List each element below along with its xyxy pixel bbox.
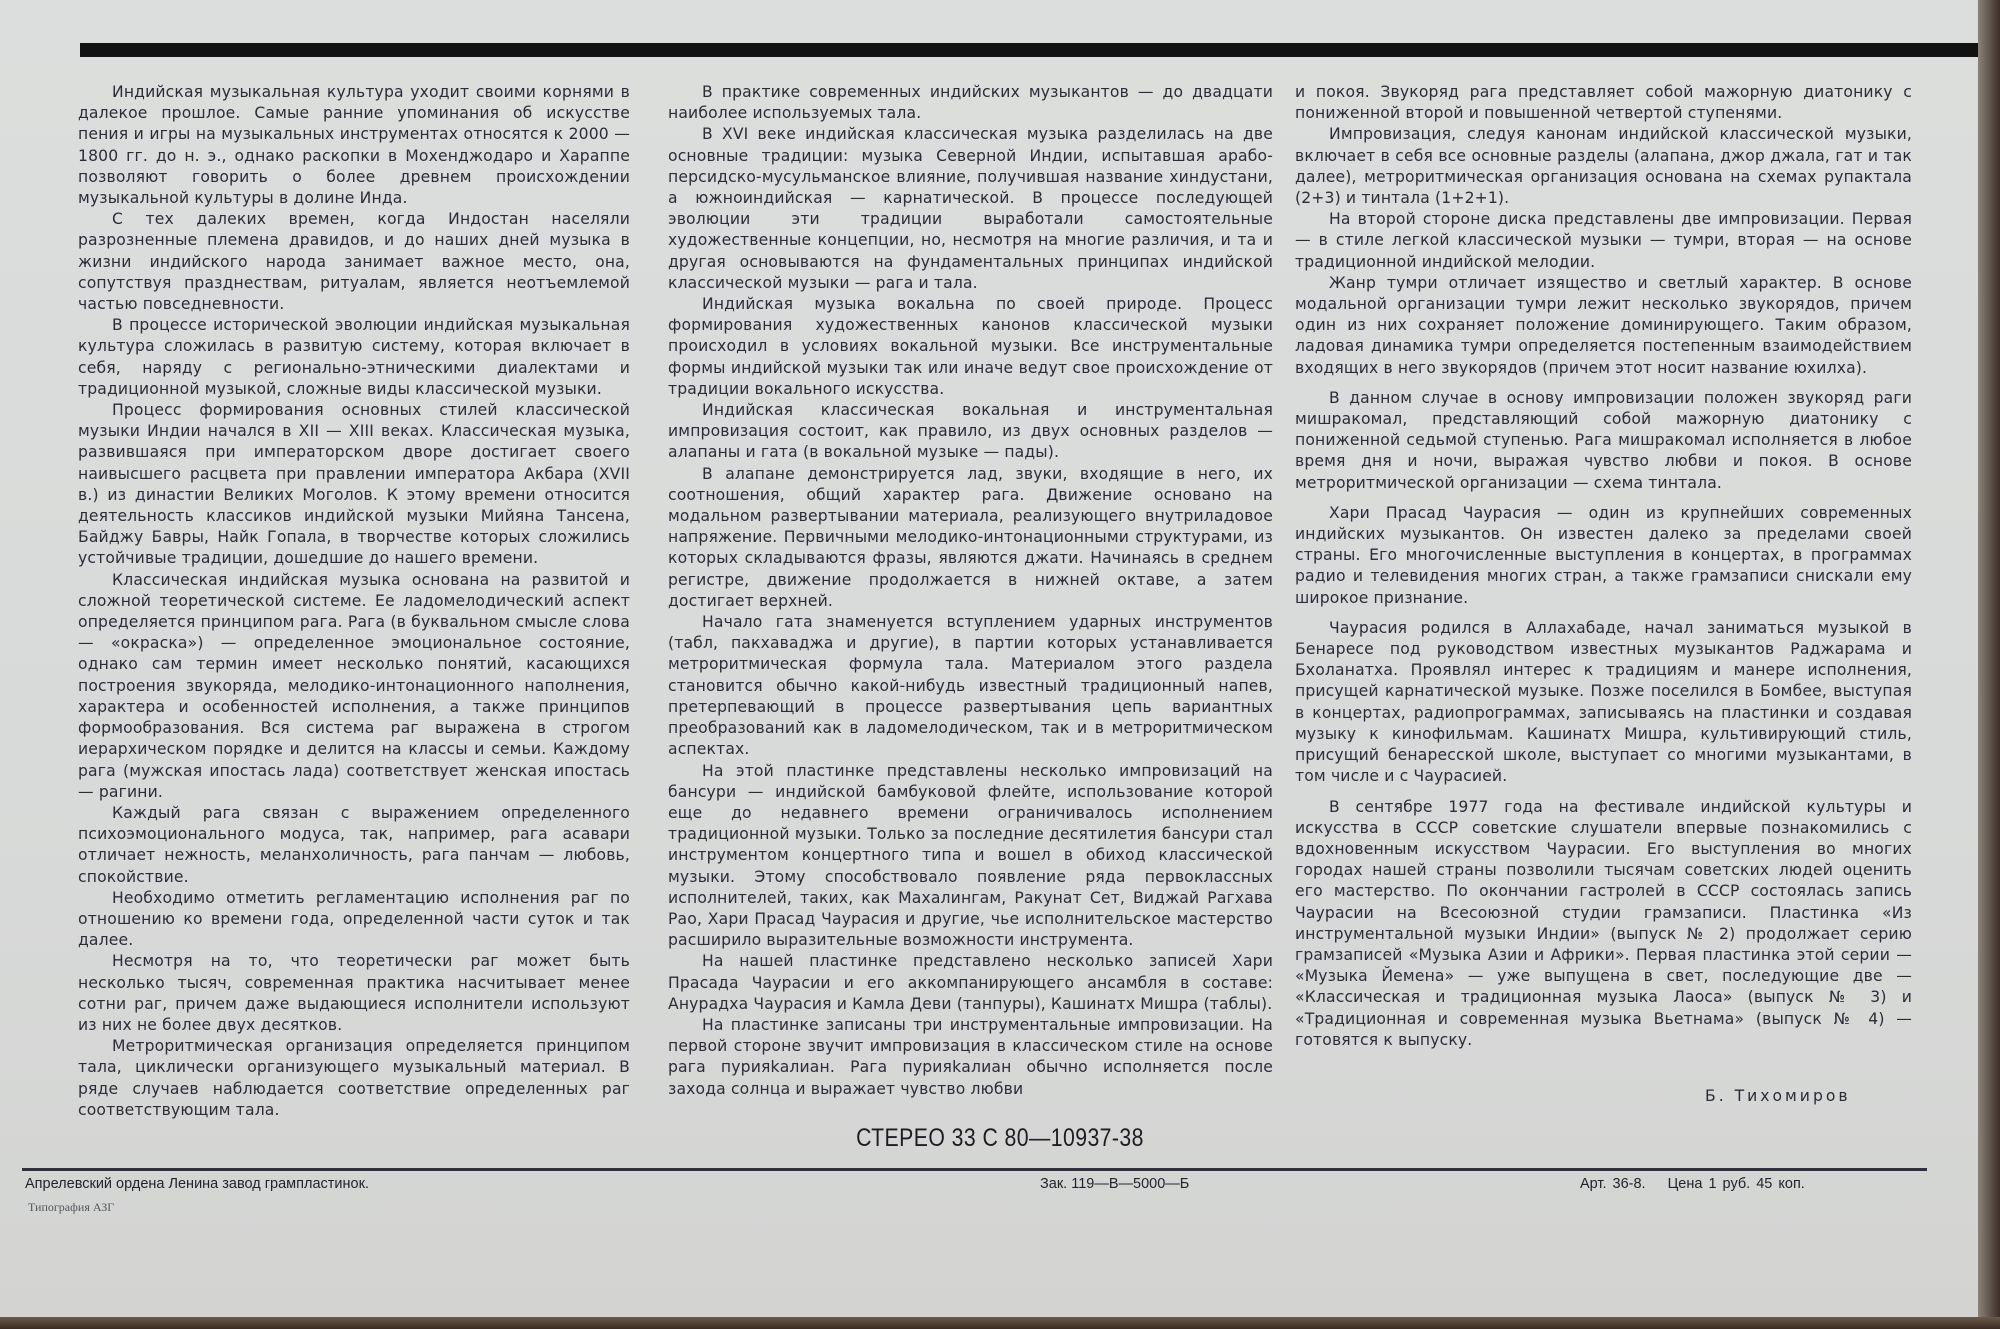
paragraph: Метроритмическая организация определяется принципом тала, циклически организующего музыкальный материал. В ряде случаев наблюдается соответствие определенных раг соответствующим тала. (78, 1037, 630, 1119)
footer-divider (22, 1168, 1927, 1171)
paragraph: Импровизация, следуя канонам индийской классической музыки, включает в себя все основные разделы (алапана, джор джала, гат и так далее), метроритмическая организация основана на схемах рупактала (2+3) и тинтала (1+2+1). (1295, 125, 1912, 208)
paragraph: В процессе исторической эволюции индийская музыкальная культура сложилась в развитую систему, которая включает в себя, наряду с регионально-этническими диалектами и традиционной музыкой, сложные виды классической музыки. (78, 316, 630, 398)
printer-label: Типография АЗГ (28, 1200, 115, 1214)
catalog-number: СТЕРЕО 33 С 80—10937-38 (856, 1124, 1144, 1152)
article-number: Арт. 36-8. (1580, 1176, 1646, 1192)
paragraph: Чаурасия родился в Аллахабаде, начал заниматься музыкой в Бенаресе под руководством известных музыкантов Раджарама и Бхоланатха. Проявлял интерес к традициям и манере исполнения, присущей карнатической музыке. Позже поселился в Бомбее, выступая в концертах, радиопрограммах, записываясь на пластинки и создавая музыку к кинофильмам. Кашинатх Мишра, культивирующий стиль, присущий бенаресской школе, выступает со многими музыкантами, в том числе и с Чаурасией. (1295, 618, 1912, 786)
paragraph: В сентябре 1977 года на фестивале индийской культуры и искусства в СССР советские слушатели впервые познакомились с вдохновенным искусством Чаурасии. Его выступления во многих городах нашей страны позволили тысячам советских людей оценить его мастерство. По окончании гастролей в СССР состоялась запись Чаурасии на Всесоюзной студии грамзаписи. Пластинка «Из инструментальной музыки Индии» (выпуск № 2) продолжает серию грамзаписей «Музыка Азии и Африки». Первая пластинка этой серии — «Музыка Йемена» — уже выпущена в свет, последующие две — «Классическая и традиционная музыка Лаоса» (выпуск № 3) и «Традиционная и современная музыка Вьетнама» (выпуск № 4) — готовятся к выпуску. (1295, 797, 1912, 1049)
text-column-1 (78, 82, 630, 1121)
paragraph: Несмотря на то, что теоретически раг может быть несколько тысяч, современная практика насчитывает менее сотни раг, причем даже выдающиеся исполнители используют из них не более двух десятков. (78, 952, 630, 1034)
paragraph: Индийская музыкальная культура уходит своими корнями в далекое прошлое. Самые ранние упоминания об искусстве пения и игры на музыкальных инструментах относятся к 2000 — 1800 гг. до н. э., однако раскопки в Мохенджодаро и Хараппе позволяют говорить о более древнем происхождении музыкальной культуры в долине Инда. (78, 83, 630, 208)
sleeve-edge-right (1978, 0, 2000, 1329)
paragraph: С тех далеких времен, когда Индостан населяли разрозненные племена дравидов, и до наших дней музыка в жизни индийского народа занимает важное место, она, сопутствуя празднествам, ритуалам, является неотъемлемой частью повседневности. (78, 210, 630, 314)
paragraph: На нашей пластинке представлено несколько записей Хари Прасада Чаурасии и его аккомпанирующего ансамбля в составе: Анурадха Чаурасия и Камла Деви (танпуры), Кашинатх Мишра (таблы). (668, 952, 1273, 1013)
paragraph: В данном случае в основу импровизации положен звукоряд раги мишракомал, представляющий собой мажорную диатонику с пониженной седьмой ступенью. Рага мишракомал исполняется в любое время дня и ночи, выражая чувство любви и покоя. В основе метроритмической организации — схема тинтала. (1295, 388, 1912, 492)
article-price (1580, 1176, 1805, 1192)
author-signature: Б. Тихомиров (1705, 1087, 1851, 1105)
paragraph: Необходимо отметить регламентацию исполнения раг по отношению ко времени года, определенной части суток и так далее. (78, 888, 630, 950)
paragraph: Индийская музыка вокальна по своей природе. Процесс формирования художественных канонов классической музыки происходил в условиях вокальной музыки. Все инструментальные формы индийской музыки так или иначе ведут свое происхождение от традиции вокального искусства. (668, 295, 1273, 398)
paragraph: Жанр тумри отличает изящество и светлый характер. В основе модальной организации тумри лежит несколько звукорядов, причем один из них сохраняет положение доминирующего. Таким образом, ладовая динамика тумри определяется постепенным взаимодействием входящих в него звукорядов (причем этот носит название юхилха). (1295, 273, 1912, 377)
top-black-bar (80, 43, 1982, 57)
text-column-3 (1295, 82, 1912, 1051)
manufacturer-label: Апрелевский ордена Ленина завод грамплaстинок. (25, 1176, 369, 1192)
paragraph: В алапане демонстрируется лад, звуки, входящие в него, их соотношения, общий характер рага. Движение основано на модальном развертывании материала, реализующего внутриладовое напряжение. Первичными мелодико-интонационными структурами, из которых складываются фразы, являются джати. Начинаясь в среднем регистре, движение продолжается в нижней октаве, а затем достигает верхней. (668, 464, 1273, 610)
paragraph: На второй стороне диска представлены две импровизации. Первая — в стиле легкой классической музыки — тумри, вторая — на основе традиционной индийской мелодии. (1295, 210, 1912, 271)
text-column-2 (668, 82, 1273, 1100)
order-number: Зак. 119—В—5000—Б (1040, 1176, 1190, 1192)
price-label: Цена 1 руб. 45 коп. (1667, 1176, 1805, 1192)
paragraph: На этой пластинке представлены несколько импровизаций на бансури — индийской бамбуковой флейте, использование которой еще до недавнего времени ограничивалось исполнением традиционной музыки. Только за последние десятилетия бансури стал инструментом концертного типа и вошел в обиход классической музыки. Этому способствовало появление ряда первоклассных исполнителей, таких, как Махалингам, Ракунат Сет, Виджай Рагхава Рао, Хари Прасад Чаурасия и другие, чье исполнительское мастерство расширило выразительные возможности инструмента. (668, 761, 1273, 950)
sleeve-edge-bottom (0, 1317, 2000, 1329)
paragraph: Хари Прасад Чаурасия — один из крупнейших современных индийских музыкантов. Он известен далеко за пределами своей страны. Его многочисленные выступления в концертах, в программах радио и телевидения многих стран, а также грамзаписи снискали ему широкое признание. (1295, 503, 1912, 607)
paragraph: Процесс формирования основных стилей классической музыки Индии начался в XII — XIII веках. Классическая музыка, развившаяся при императорском дворе достигает своего наивысшего расцвета при правлении императора Акбара (XVII в.) из династии Великих Моголов. К этому времени относится деятельность классиков индийской музыки Мийяна Тансена, Байджу Бавры, Найк Гопала, в творчестве которых сложились устойчивые традиции, дошедшие до нашего времени. (78, 401, 630, 568)
paragraph: Классическая индийская музыка основана на развитой и сложной теоретической системе. Ее ладомелодический аспект определяется принципом рага. Рага (в буквальном смысле слова — «окраска») — определенное эмоциональное состояние, однако сам термин имеет несколько понятий, касающихся построения звукоряда, мелодико-интонационного наполнения, характера и особенностей исполнения, а также принципов формообразования. Вся система раг выражена в строгом иерархическом порядке и делится на классы и семьи. Каждому рага (мужская ипостась лада) соответствует женская ипостась — рагини. (78, 570, 630, 801)
paragraph: Индийская классическая вокальная и инструментальная импровизация состоит, как правило, из двух основных разделов — алапаны и гата (в вокальной музыке — пады). (668, 401, 1273, 462)
paragraph: В практике современных индийских музыкантов — до двадцати наиболее используемых тала. (668, 83, 1273, 123)
paragraph: На пластинке записаны три инструментальные импровизации. На первой стороне звучит импровизация в классическом стиле на основе рага пурияkалиан. Рага пурияkалиан обычно исполняется после захода солнца и выражает чувство любви (668, 1015, 1273, 1098)
paragraph-continuation: и покоя. Звукоряд рага представляет собой мажорную диатонику с пониженной второй и повышенной четвертой ступенями. (1295, 83, 1912, 123)
paragraph: В XVI веке индийская классическая музыка разделилась на две основные традиции: музыка Северной Индии, испытавшая арабо-персидско-мусульманское влияние, получившая название хиндустани, а южноиндийская — карнатической. В процессе последующей эволюции эти традиции выработали самостоятельные художественные концепции, но, несмотря на многие различия, и та и другая основываются на фундаментальных принципах индийской классической музыки — рага и тала. (668, 125, 1273, 292)
paragraph: Начало гата знаменуется вступлением ударных инструментов (табл, пакхаваджа и другие), в партии которых устанавливается метроритмическая формула тала. Материалом этого раздела становится обычно какой-нибудь известный традиционный напев, претерпевающий в процессе развертывания цепь вариантных преобразований как в ладомелодическом, так и в метроритмическом аспектах. (668, 613, 1273, 759)
paragraph: Каждый рага связан с выражением определенного психоэмоционального модуса, так, например, рага асавари отличает нежность, меланхоличность, рага панчам — любовь, спокойствие. (78, 803, 630, 886)
